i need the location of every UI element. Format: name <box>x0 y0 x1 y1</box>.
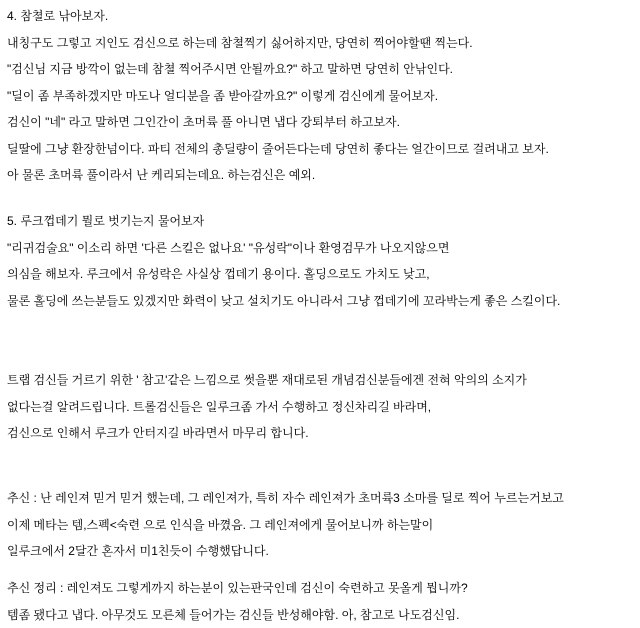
text-line: 4. 참쳘로 낚아보자. <box>7 3 640 30</box>
text-line: 검신이 "네" 라고 말하면 그인간이 초머륙 풀 아니면 냅다 강퇴부터 하고보자. <box>7 109 640 136</box>
text-line: 내칭구도 그렇고 지인도 검신으로 하는데 참쳘찍기 싫어하지만, 당연히 찍어야할땐 찍는다. <box>7 30 640 57</box>
text-line: "검신님 지금 방깍이 없는데 참쳘 찍어주시면 안될까요?" 하고 말하면 당연히 안낚인다. <box>7 56 640 83</box>
text-line: 이제 메타는 템,스펙<숙련 으로 인식을 바꼈음. 그 레인져에게 물어보니까 하는말이 <box>7 512 640 539</box>
text-line: 일루크에서 2달간 혼자서 미1친듯이 수행했답니다. <box>7 538 640 565</box>
text-line: 5. 루크껍데기 뭘로 벗기는지 물어보자 <box>7 208 640 235</box>
paragraph-section-5 <box>7 208 640 314</box>
text-line: 추신 정리 : 레인져도 그렇게까지 하는분이 있는판국인데 검신이 숙련하고 못올게 뭡니까? <box>7 575 640 602</box>
text-line: 의심을 해보자. 루크에서 유성락은 사실상 껍데기 용이다. 홀딩으로도 가치도 낮고, <box>7 261 640 288</box>
text-line: "딜이 좀 부족하겠지만 마도나 얼디분을 좀 받아갈까요?" 이렇게 검신에게 물어보자. <box>7 83 640 110</box>
text-line: 추신 : 난 레인져 믿거 믿거 했는데, 그 레인져가, 특히 자수 레인져가 초머륙3 소마를 딜로 찍어 누르는거보고 <box>7 485 640 512</box>
text-line: 없다는걸 알려드립니다. 트롤검신들은 일루크좀 가서 수행하고 정신차리길 바라며, <box>7 394 640 421</box>
text-line: 트랩 검신들 거르기 위한 ' 참고'같은 느낌으로 썻을뿐 재대로된 개념검신분들에겐 전혀 악의의 소지가 <box>7 367 640 394</box>
paragraph-section-4 <box>7 3 640 189</box>
paragraph-disclaimer <box>7 367 640 447</box>
text-line: 템좀 됐다고 냅다. 아무것도 모른체 들어가는 검신들 반성해야함. 아, 참고로 나도검신임. <box>7 602 640 628</box>
text-line: "리귀검술요" 이소리 하면 '다른 스킬은 없나요' "유성락"이나 환영검무가 나오지않으면 <box>7 235 640 262</box>
text-line: 딜딸에 그냥 환장한넘이다. 파티 전체의 총딜량이 줄어든다는데 당연히 좋다는 얼간이므로 걸려내고 보자. <box>7 136 640 163</box>
text-line: 물론 홀딩에 쓰는분들도 있겠지만 화력이 낮고 설치기도 아니라서 그냥 껍데기에 꼬라박는게 좋은 스킬이다. <box>7 288 640 315</box>
text-line: 아 물론 초머륙 풀이라서 난 케리되는데요. 하는검신은 예외. <box>7 162 640 189</box>
paragraph-postscript <box>7 485 640 565</box>
text-line: 검신으로 인해서 루크가 안터지길 바라면서 마무리 합니다. <box>7 420 640 447</box>
paragraph-postscript-summary <box>7 575 640 628</box>
